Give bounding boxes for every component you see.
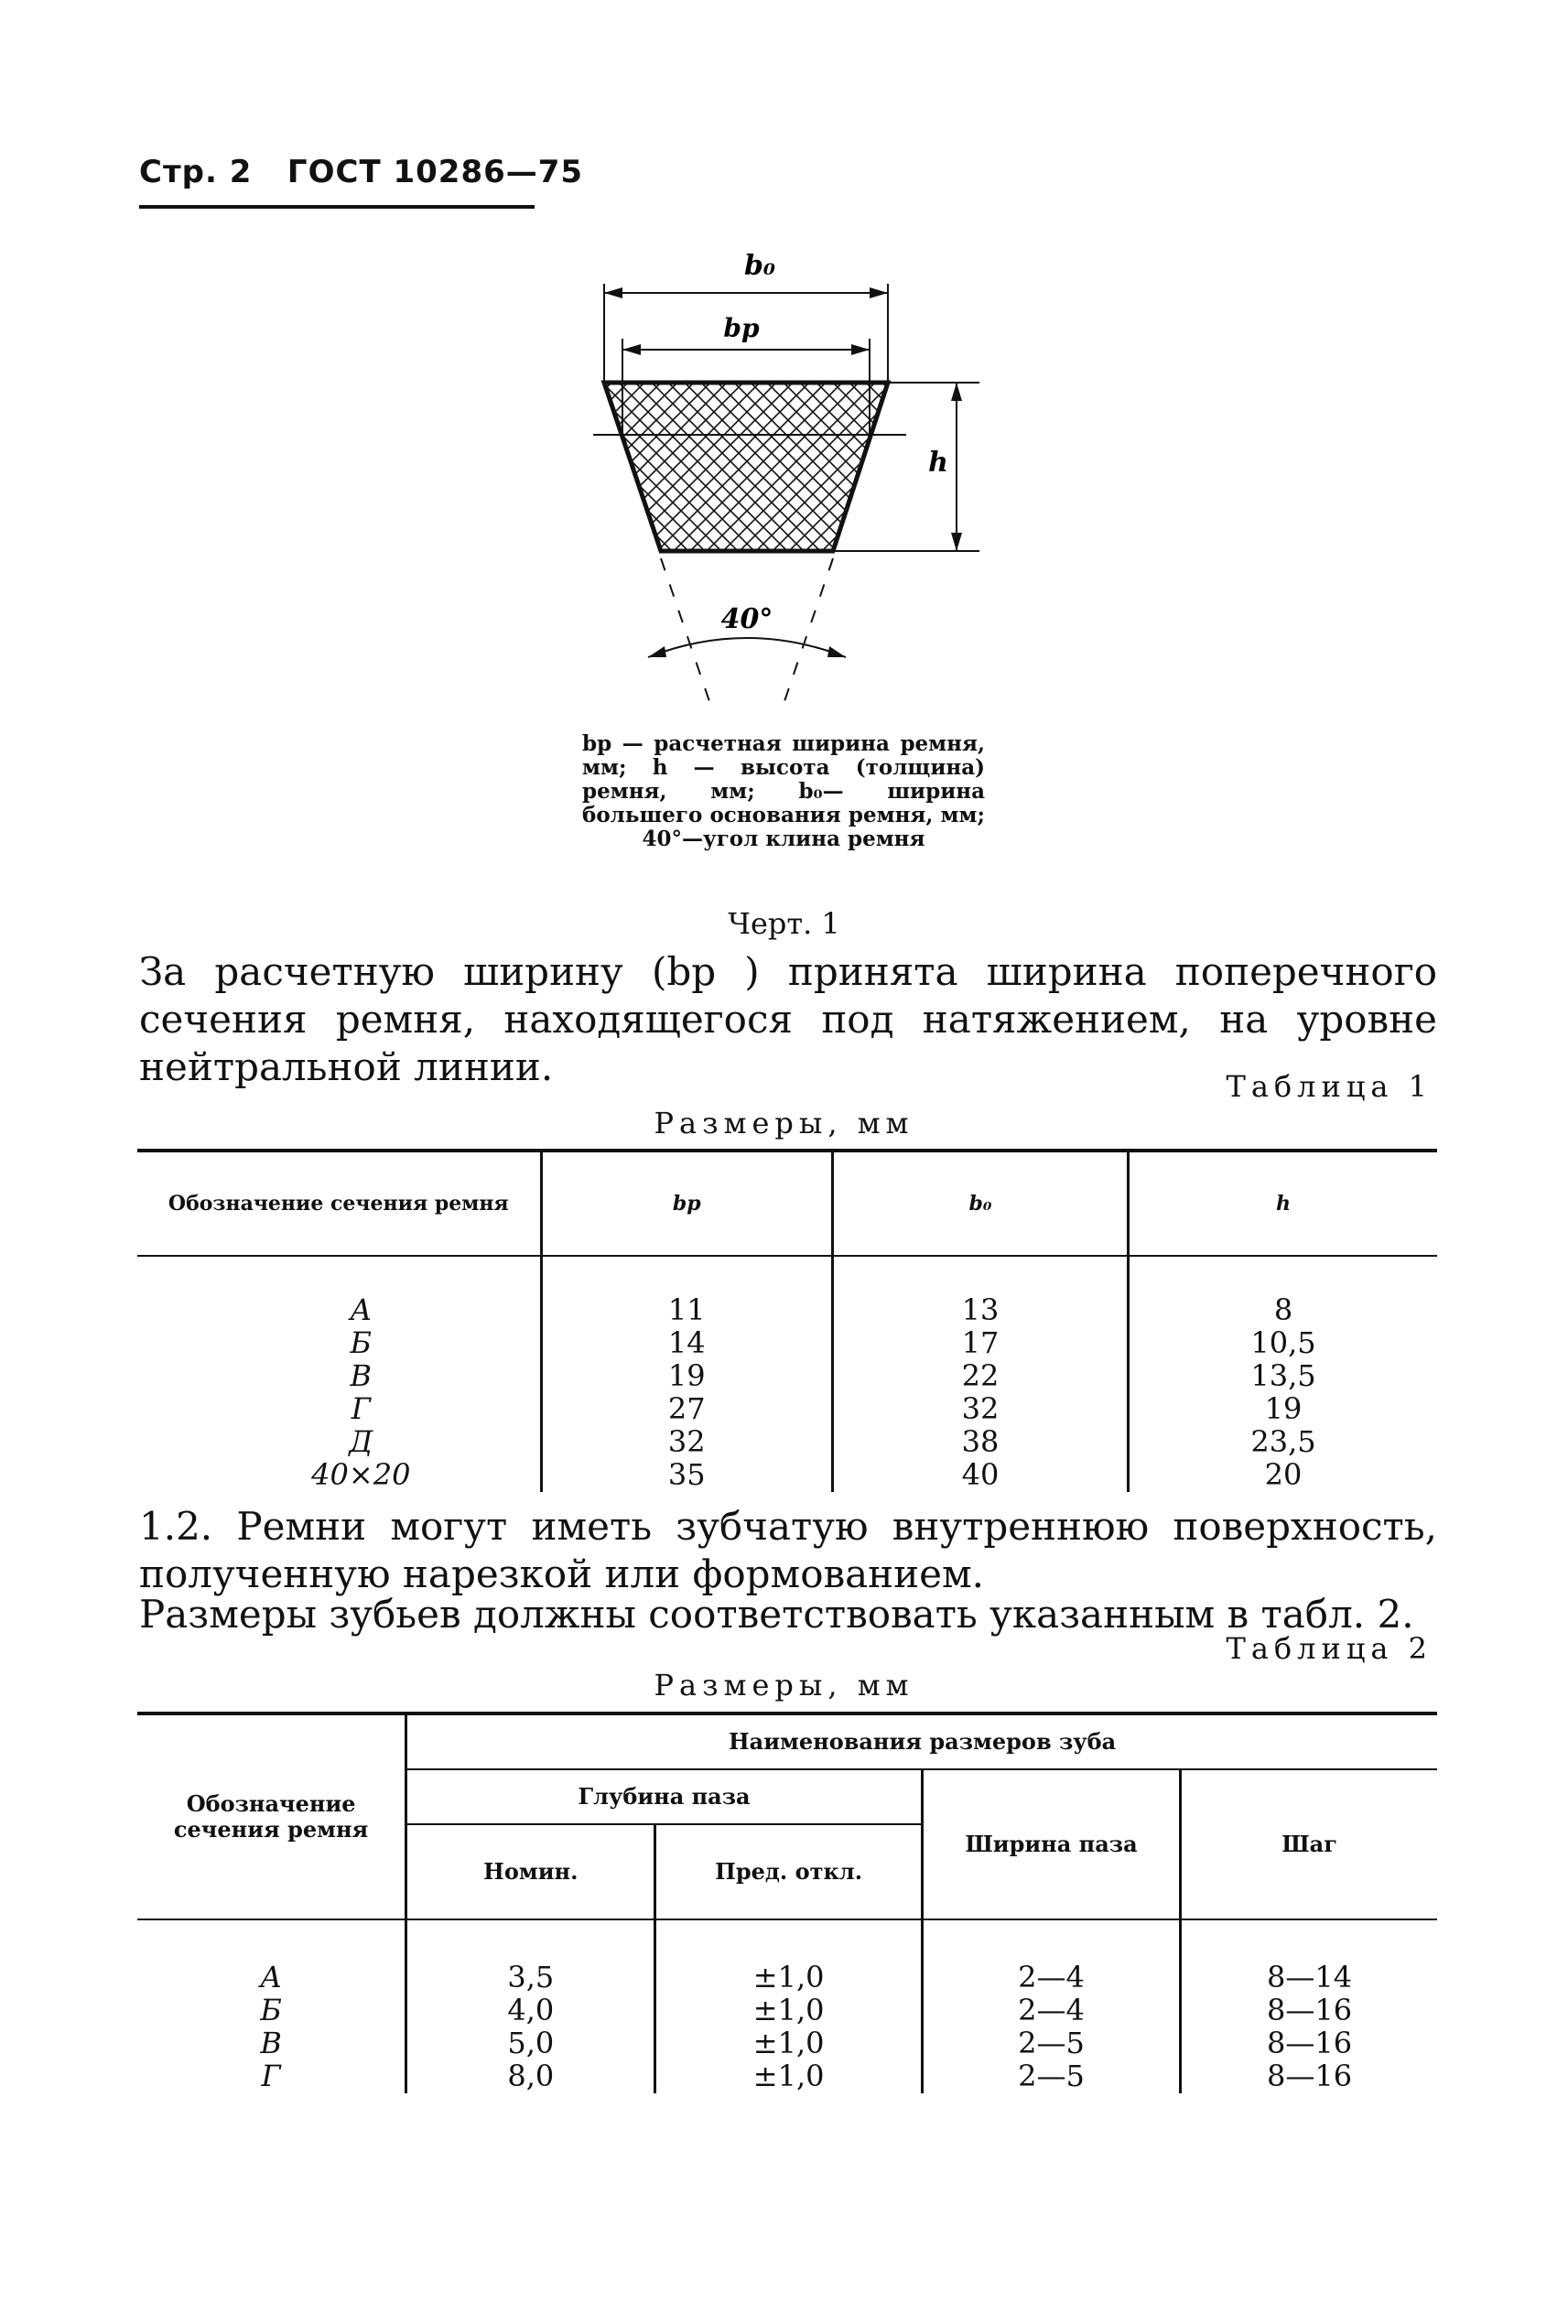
table1-header-bp: bp [541,1151,832,1256]
table1-subtitle: Размеры, мм [654,1106,914,1140]
figure-title: Черт. 1 [728,906,840,941]
table1-col-h: 8 10,5 13,5 19 23,5 20 [1129,1256,1437,1492]
table2-header-step: Шаг [1181,1769,1437,1919]
table2-col-dev: ±1,0 ±1,0 ±1,0 ±1,0 [655,1919,922,2093]
belt-cross-section-figure [549,247,1025,723]
label-angle: 40° [720,603,773,635]
table2-header-width: Ширина паза [922,1769,1180,1919]
table2-header-nom: Номин. [406,1824,655,1919]
table1-col-section: А Б В Г Д 40×20 [311,1292,411,1492]
page-number: Стр. 2 [139,154,253,190]
paragraph-3: Размеры зубьев должны соответствовать указанным в табл. 2. [139,1592,1414,1637]
table1-header-row [137,1151,1437,1256]
table2-col-section: А Б В Г [259,1960,283,2093]
table-2 [137,1712,1437,2093]
angle-arc [648,638,846,657]
table2-header-dev: Пред. откл. [655,1824,922,1919]
table2-col-step: 8—14 8—16 8—16 8—16 [1181,1919,1437,2093]
standard-code: ГОСТ 10286—75 [287,154,584,190]
paragraph-1: За расчетную ширину (bp ) принята ширина поперечного сечения ремня, находящегося под натяжением, на уровне нейтральной линии. [139,949,1437,1089]
table2-col-width: 2—4 2—4 2—5 2—5 [922,1919,1180,2093]
table-1 [137,1149,1437,1492]
paragraph-2: 1.2. Ремни могут иметь зубчатую внутреннюю поверхность, полученную нарезкой или формованием. [139,1504,1437,1596]
table2-header-names: Наименования размеров зуба [406,1713,1437,1769]
table1-body [137,1256,1437,1492]
table2-body [137,1919,1437,2093]
table1-col-bp: 11 14 19 27 32 35 [541,1256,832,1492]
table2-col-nom: 3,5 4,0 5,0 8,0 [406,1919,655,2093]
table1-col-b0: 13 17 22 32 38 40 [832,1256,1128,1492]
table2-header-row-1 [137,1713,1437,1769]
table1-header-section: Обозначение сечения ремня [168,1192,509,1216]
table2-header-section: Обозначение сечения ремня [137,1713,406,1919]
header-rule [139,205,535,209]
table1-header-b0: b₀ [832,1151,1128,1256]
table1-label: Таблица 1 [1226,1069,1433,1104]
label-h: h [928,447,948,479]
table2-subtitle: Размеры, мм [654,1668,914,1702]
table2-label: Таблица 2 [1226,1631,1433,1666]
table1-header-h: h [1129,1151,1437,1256]
figure-caption: bp — расчетная ширина ремня, мм; h — высота (толщина) ремня, мм; b₀— ширина большего основания ремня, мм; 40°—угол клина ремня [582,731,985,851]
table2-header-depth: Глубина паза [406,1769,923,1824]
belt-section-shape [604,383,888,551]
page-header [139,154,583,190]
label-bp: bp [723,313,760,343]
label-b0: b₀ [743,250,776,282]
